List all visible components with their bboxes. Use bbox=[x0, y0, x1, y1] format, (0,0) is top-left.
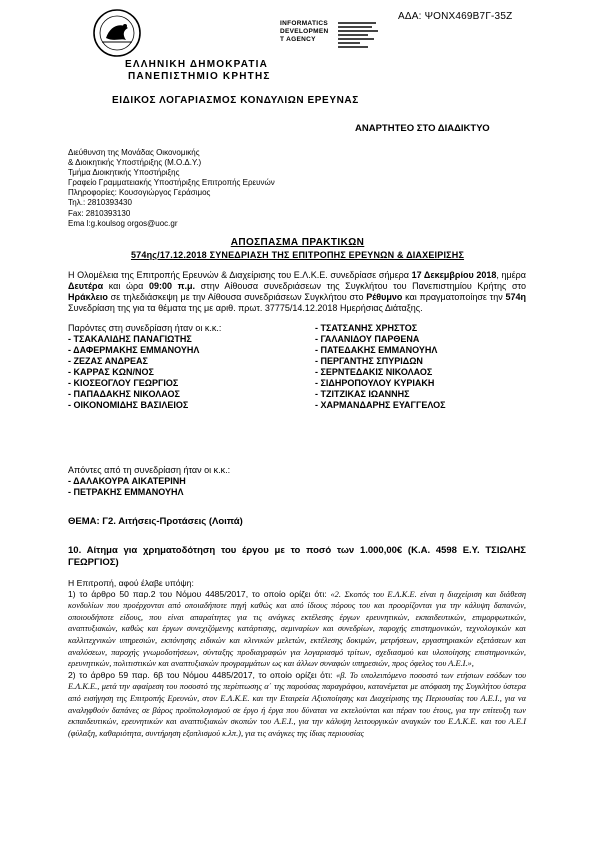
body-lead: Η Επιτροπή, αφού έλαβε υπόψη: bbox=[68, 578, 194, 588]
address-line: Γραφείο Γραμματειακής Υποστήριξης Επιτροπής Ερευνών bbox=[68, 178, 275, 188]
list-item: - ΧΑΡΜΑΝΔΑΡΗΣ ΕΥΑΓΓΕΛΟΣ bbox=[315, 400, 446, 410]
address-line: Διεύθυνση της Μονάδας Οικονομικής bbox=[68, 148, 200, 157]
list-item: - ΔΑΦΕΡΜΑΚΗΣ ΕΜΜΑΝΟΥΗΛ bbox=[68, 345, 200, 355]
ada-code: ΑΔΑ: ΨΟΝΧ469Β7Γ-35Ζ bbox=[398, 11, 513, 22]
list-item: - ΠΑΠΑΔΑΚΗΣ ΝΙΚΟΛΑΟΣ bbox=[68, 389, 180, 399]
list-item: - ΚΙΟΣΕΟΓΛΟΥ ΓΕΩΡΓΙΟΣ bbox=[68, 378, 179, 388]
diavgeia-word: INFORMATICS bbox=[280, 20, 328, 27]
address-line: Τμήμα Διοικητικής Υποστήριξης bbox=[68, 168, 180, 178]
article-1: 1) το άρθρο 50 παρ.2 του Νόμου 4485/2017, το οποίο ορίζει ότι: «2. Σκοπός του Ε.Λ.Κ.Ε. είναι η διαχείριση και διάθεση κονδυλίων που προέρχονται από οποιαδήποτε πηγή καθώς και από ίδιους πόρους του και προορίζονται για την κάλυψη δαπανών, οποιουδήποτε είδους, που είναι απαραίτητες για τις ανάγκες εκτέλεσης έργων ερευνητικών, εκπαιδευτικών, επιμορφωτικών, αναπτυξιακών, καθώς και έργων συνεχιζόμενης κατάρτισης, σεμιναρίων και συνεδρίων, παροχής επιστημονικών, τεχνολογικών και καλλιτεχνικών υπηρεσιών, εκπόνησης ειδικών και κλινικών μελετών, εκτέλεσης δοκιμών, μετρήσεων, εργαστηριακών εξετάσεων και αναλύσεων, παροχής γνωμοδοτήσεων, σύνταξης προδιαγραφών για λογαριασμό τρίτων, σχεδιασμού και υλοποίησης επιστημονικών, ερευνητικών, πολιτιστικών και αναπτυξιακών προγραμμάτων ως και άλλων συναφών υπηρεσιών, προς όφελος του Α.Ε.Ι.», bbox=[68, 588, 526, 669]
present-list-left bbox=[68, 334, 199, 411]
item-heading: 10. Αίτημα για χρηματοδότηση του έργου με το ποσό των 1.000,00€ (Κ.Α. 4598 Ε.Υ. ΤΣΙΩΛΗΣ ΓΕΩΡΓΙΟΣ) bbox=[68, 545, 526, 568]
diavgeia-word: T AGENCY bbox=[280, 36, 316, 43]
subject-heading: ΘΕΜΑ: Γ2. Αιτήσεις-Προτάσεις (Λοιπά) bbox=[68, 516, 243, 527]
list-item: - ΖΕΖΑΣ ΑΝΔΡΕΑΣ bbox=[68, 356, 148, 366]
article-1-quote: «2. Σκοπός του Ε.Λ.Κ.Ε. είναι η διαχείριση και διάθεση κονδυλίων που προέρχονται από οποιαδήποτε πηγή καθώς και από ίδιους πόρους του και προορίζονται για την κάλυψη δαπανών, οποιουδήποτε είδους, που είναι απαραίτητες για τις ανάγκες εκτέλεσης έργων ερευνητικών, εκπαιδευτικών, επιμορφωτικών, αναπτυξιακών, καθώς και έργων συνεχιζόμενης κατάρτισης, σεμιναρίων και συνεδρίων, παροχής επιστημονικών, τεχνολογικών και καλλιτεχνικών υπηρεσιών, εκπόνησης ειδικών και κλινικών μελετών, εκτέλεσης δοκιμών, μετρήσεων, εργαστηριακών εξετάσεων και αναλύσεων, παροχής γνωμοδοτήσεων, σύνταξης προδιαγραφών για λογαριασμό τρίτων, σχεδιασμού και υλοποίησης επιστημονικών, ερευνητικών, πολιτιστικών και αναπτυξιακών προγραμμάτων ως και άλλων συναφών υπηρεσιών, προς όφελος του Α.Ε.Ι.», bbox=[68, 589, 526, 669]
list-item: - ΔΑΛΑΚΟΥΡΑ ΑΙΚΑΤΕΡΙΝΗ bbox=[68, 476, 186, 486]
session-number: 574η bbox=[505, 292, 526, 302]
document-title: ΑΠΟΣΠΑΣΜΑ ΠΡΑΚΤΙΚΩΝ bbox=[230, 237, 365, 248]
header-university: ΠΑΝΕΠΙΣΤΗΜΙΟ ΚΡΗΤΗΣ bbox=[128, 71, 271, 82]
address-block bbox=[68, 148, 275, 229]
list-item: - ΠΑΤΕΔΑΚΗΣ ΕΜΜΑΝΟΥΗΛ bbox=[315, 345, 438, 355]
list-item: - ΟΙΚΟΝΟΜΙΔΗΣ ΒΑΣΙΛΕΙΟΣ bbox=[68, 400, 189, 410]
list-item: - ΠΕΡΓΑΝΤΗΣ ΣΠΥΡΙΔΩΝ bbox=[315, 356, 423, 366]
intro-paragraph: Η Ολομέλεια της Επιτροπής Ερευνών & Διαχείρισης του Ε.Λ.Κ.Ε. συνεδρίασε σήμερα 17 Δεκεμβρίου 2018, ημέρα Δευτέρα και ώρα 09:00 π.μ. στην Αίθουσα συνεδριάσεων της Συγκλήτου του Πανεπιστημίου Κρήτης στο Ηράκλειο σε τηλεδιάσκεψη με την Αίθουσα συνεδριάσεων Συγκλήτου στο Ρέθυμνο και πραγματοποίησε την 574η Συνεδρίαση της για τα θέματα της με αριθ. πρωτ. 37775/14.12.2018 Ημερήσιας Διάταξης. bbox=[68, 270, 526, 313]
list-item: - ΤΖΙΤΖΙΚΑΣ ΙΩΑΝΝΗΣ bbox=[315, 389, 410, 399]
address-line: Τηλ.: 2810393430 bbox=[68, 198, 132, 208]
university-seal-icon bbox=[92, 8, 142, 58]
city-rethymno: Ρέθυμνο bbox=[366, 292, 403, 302]
diavgeia-word: DEVELOPMEN bbox=[280, 28, 329, 35]
special-account-title: ΕΙΔΙΚΟΣ ΛΟΓΑΡΙΑΣΜΟΣ ΚΟΝΔΥΛΙΩΝ ΕΡΕΥΝΑΣ bbox=[112, 95, 359, 106]
header-republic: ΕΛΛΗΝΙΚΗ ΔΗΜΟΚΡΑΤΙΑ bbox=[125, 59, 269, 70]
session-time: 09:00 π.μ. bbox=[148, 281, 195, 291]
article-2-quote: «β. Το υπολειπόμενο ποσοστό των ετήσιων εσόδων του Ε.Λ.Κ.Ε., μετά την αφαίρεση του ποσοστό της περίπτωσης α΄ της παρούσας παραγράφου, κατανέμεται με απόφαση της Συγκλήτου ύστερα από εισήγηση της Επιτροπής Ερευνών, στον Ε.Λ.Κ.Ε. και την Εταιρεία Αξιοποίησης και Διαχείρισης της Περιουσίας του Α.Ε.Ι., για να αναληφθούν δαπάνες σε βάρος προϋπολογισμού σε έργο ή έργα που δύναται να εκτελούνται και πέραν του έτους, για την επίτευξη των εκπαιδευτικών, ερευνητικών και αναπτυξιακών σκοπών του Α.Ε.Ι., για την κάλυψη λειτουργικών αναγκών του Ε.Λ.Κ.Ε. και του Α.Ε.Ι (φύλαξη, καθαριότητα, συντήρηση εξοπλισμού κ.λπ.), για τις ανάγκες της ίδιας περιουσίας bbox=[68, 670, 526, 738]
body-text bbox=[68, 578, 526, 739]
address-line: Ema l:g.koulsog orgos@uoc.gr bbox=[68, 218, 178, 228]
article-2: 2) το άρθρο 59 παρ. 6β του Νόμου 4485/2017, το οποίο ορίζει ότι: «β. Το υπολειπόμενο ποσοστό των ετήσιων εσόδων του Ε.Λ.Κ.Ε., μετά την αφαίρεση του ποσοστό της περίπτωσης α΄ της παρούσας παραγράφου, κατανέμεται με απόφαση της Συγκλήτου ύστερα από εισήγηση της Επιτροπής Ερευνών, στον Ε.Λ.Κ.Ε. και την Εταιρεία Αξιοποίησης και Διαχείρισης της Περιουσίας του Α.Ε.Ι., για να αναληφθούν δαπάνες σε βάρος προϋπολογισμού σε έργο ή έργα που δύναται να εκτελούνται και πέραν του έτους, για την επίτευξη των εκπαιδευτικών, ερευνητικών και αναπτυξιακών σκοπών του Α.Ε.Ι., για την κάλυψη λειτουργικών αναγκών του Ε.Λ.Κ.Ε. και του Α.Ε.Ι (φύλαξη, καθαριότητα, συντήρηση εξοπλισμού κ.λπ.), για τις ανάγκες της ίδιας περιουσίας bbox=[68, 669, 526, 738]
city-heraklion: Ηράκλειο bbox=[68, 292, 108, 302]
absent-label: Απόντες από τη συνεδρίαση ήταν οι κ.κ.: bbox=[68, 465, 231, 475]
list-item: - ΠΕΤΡΑΚΗΣ ΕΜΜΑΝΟΥΗΛ bbox=[68, 487, 184, 497]
list-item: - ΣΕΡΝΤΕΔΑΚΙΣ ΝΙΚΟΛΑΟΣ bbox=[315, 367, 433, 377]
session-title: 574ης/17.12.2018 ΣΥΝΕΔΡΙΑΣΗ ΤΗΣ ΕΠΙΤΡΟΠΗΣ ΕΡΕΥΝΩΝ & ΔΙΑΧΕΙΡΙΣΗΣ bbox=[130, 250, 465, 260]
list-item: - ΤΣΑΚΑΛΙΔΗΣ ΠΑΝΑΓΙΩΤΗΣ bbox=[68, 334, 192, 344]
list-item: - ΚΑΡΡΑΣ ΚΩΝ/ΝΟΣ bbox=[68, 367, 154, 377]
present-list-right bbox=[315, 323, 446, 411]
session-day: Δευτέρα bbox=[68, 281, 104, 291]
present-label: Παρόντες στη συνεδρίαση ήταν οι κ.κ.: bbox=[68, 323, 222, 333]
list-item: - ΤΣΑΤΣΑΝΗΣ ΧΡΗΣΤΟΣ bbox=[315, 323, 418, 333]
address-line: Fax: 2810393130 bbox=[68, 208, 131, 218]
session-date: 17 Δεκεμβρίου 2018 bbox=[411, 270, 497, 280]
diavgeia-logo bbox=[280, 20, 395, 50]
list-item: - ΣΙΔΗΡΟΠΟΥΛΟΥ ΚΥΡΙΑΚΗ bbox=[315, 378, 435, 388]
address-line: & Διοικητικής Υποστήριξης (Μ.Ο.Δ.Υ.) bbox=[68, 158, 202, 168]
posting-notice: ΑΝΑΡΤΗΤΕΟ ΣΤΟ ΔΙΑΔΙΚΤΥΟ bbox=[355, 123, 490, 134]
absent-list bbox=[68, 476, 186, 498]
address-line: Πληροφορίες: Κουσογιώργος Γεράσιμος bbox=[68, 188, 211, 198]
list-item: - ΓΑΛΑΝΙΔΟΥ ΠΑΡΘΕΝΑ bbox=[315, 334, 420, 344]
